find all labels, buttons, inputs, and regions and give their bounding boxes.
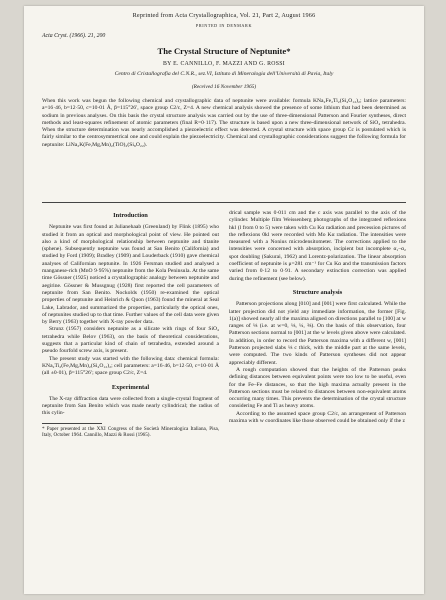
- right-column: [229, 210, 406, 588]
- journal-page: [24, 6, 424, 594]
- experimental-continued: drical sample was 0·011 cm and the c axis was parallel to the axis of the cylinder. Multiple film Weissenberg photographs of the integrated reflexions hkl (l from 0 to 5) were taken with Cu Kα radiation and precession pictures of the reflexions 0kl were recorded with Mo Kα radiation. The intensities were measured with a Nonius microdensitometer. The corrections applied to the intensities were concerned with absorption, incipient but incomplete α₁–α₂ spot doubling (Sakurai, 1962) and Lorentz-polarization. The linear absorption coefficient of neptunite is μ=281 cm⁻¹ for Cu Kα and the transmission factors varied from 0·12 to 0·91. A secondary extinction correction was applied during the refinement (see below).: [229, 210, 406, 282]
- introduction-paragraph-3: The present study was started with the following data: chemical formula: KNa₂Ti₂(Fe,Mg,Mn)₂(Si₄O₁₂)₂; cell parameters: a=16·46, b=12·50, c=10·01 Å (all ±0·01), β=115°26′; space group C2/c, Z=4.: [42, 355, 219, 377]
- structure-paragraph-2: A rough computation showed that the heights of the Patterson peaks defining distances between equivalent points were too low to be useful, even for the Fe–Fe distances, so that the high maxima actually present in the Patterson sections must be related to distances between non-equivalent atoms occurring many times. This prevents the determination of the crystal structure considering Fe and Ti as heavy atoms.: [229, 366, 406, 410]
- introduction-paragraph-1: Neptunite was first found at Julianehaab (Greenland) by Flink (1895) who studied it from an optical and morphological point of view. He pointed out also a kind of morphological relationship between neptunite and titanite (sphene). Subsequently neptunite was found at San Benito (California) and studied by Ford (1909); Bradley (1909) and Louderback (1910) gave chemical analyses of Californian neptunite. In 1926 Fersman studied and analysed a manganese-rich (MnO 9·95%) neptunite from the Kola Peninsula. At the same time Gössner (1925) noticed a crystallographic analogy between neptunite and aegirine. Gössner & Mussgnug (1928) first reported the cell parameters of neptunite from San Benito. Nockolds (1950) re-examined the optical properties of neptunite and Heinrich & Quon (1963) found the mineral at Seal Lake, Labrador, and summarized the properties, particularly the optical ones, of neptunites studied up to that time. Further values of the cell data were given by Berry (1963) together with X-ray powder data.: [42, 224, 219, 326]
- journal-reference: Acta Cryst. (1966). 21, 200: [42, 33, 106, 39]
- left-column: [42, 210, 219, 588]
- footnote: * Paper presented at the XXI Congress of the Società Mineralogica Italiana, Pisa, Italy, October 1964. Cannillo, Mazzi & Rossi (1965).: [42, 425, 219, 439]
- structure-paragraph-1: Patterson projections along [010] and [001] were first calculated. While the latter projection did not yield any immediate information, the former [Fig. 1(a)] showed nearly all the maxima aligned on directions parallel to [100] at w ranges of ⅛ (i.e. at w=0, ⅛, ¼, ⅜). On the basis of this observation, four Patterson sections normal to [001] at the w levels given above were calculated. In addition, in order to record the Patterson maxima with a different w, [001] Patterson projected slabs ⅛ c thick, with the middle part at the same levels, were computed. The two kinds of Patterson syntheses did not appear appreciably different.: [229, 301, 406, 366]
- reprint-line: Reprinted from Acta Crystallographica, Vol. 21, Part 2, August 1966: [132, 12, 316, 19]
- article-affiliation: Centro di Cristallografia del C.N.R., sez.VI, Istituto di Mineralogia dell'Università di Pavia, Italy: [114, 71, 334, 77]
- structure-analysis-heading: Structure analysis: [292, 288, 343, 296]
- article-authors: BY E. CANNILLO, F. MAZZI AND G. ROSSI: [162, 61, 285, 67]
- structure-paragraph-3: According to the assumed space group C2/c, an arrangement of Patterson maxima with w coordinates like those observed could be obtained only if the z: [229, 410, 406, 425]
- experimental-paragraph-1: The X-ray diffraction data were collected from a single-crystal fragment of neptunite from San Benito which was made nearly cylindrical; the radius of this cylin-: [42, 395, 219, 417]
- abstract: When this work was begun the following chemical and crystallographic data of neptunite were available: formula KNa₂Fe₂Ti₂(Si₄O₁₂)₂; lattice parameters: a=16·46, b=12·50, c=10·01 Å, β=115°26′, space group C2/c, Z=4. A new chemical analysis showed the presence of some lithium that had been determined as sodium in previous analyses. On this basis the crystal structure analysis was carried out by the use of three-dimensional Patterson and Fourier syntheses, direct methods and least-squares refinement of atomic parameters (final R=0·117). The structure is based upon a new three-dimensional network of SiO₄ tetrahedra. When the structure determination was nearly accomplished a piezoelectric effect was detected. A crystal structure with space group Cc is postulated which is fairly similar to the centrosymmetrical one and could explain the piezoelectricity. Chemical and crystallographic considerations suggest the following formula for neptunite: LiNa₂K(Fe,Mg,Mn)₂(TiO)₂(Si₈O₂₂).: [42, 98, 406, 148]
- received-date: (Received 16 November 1965): [191, 84, 257, 90]
- experimental-heading: Experimental: [111, 383, 150, 391]
- printed-in-line: PRINTED IN DENMARK: [195, 23, 253, 28]
- article-title: The Crystal Structure of Neptunite*: [157, 46, 291, 56]
- introduction-heading: Introduction: [113, 212, 148, 219]
- abstract-divider: [42, 202, 406, 203]
- introduction-paragraph-2: Strunz (1957) considers neptunite as a silicate with rings of four SiO₄ tetrahedra while Belov (1963), on the basis of theoretical considerations, suggests that a particular kind of chain of tetrahedra, extended around a pseudo fourfold screw axis, is present.: [42, 326, 219, 355]
